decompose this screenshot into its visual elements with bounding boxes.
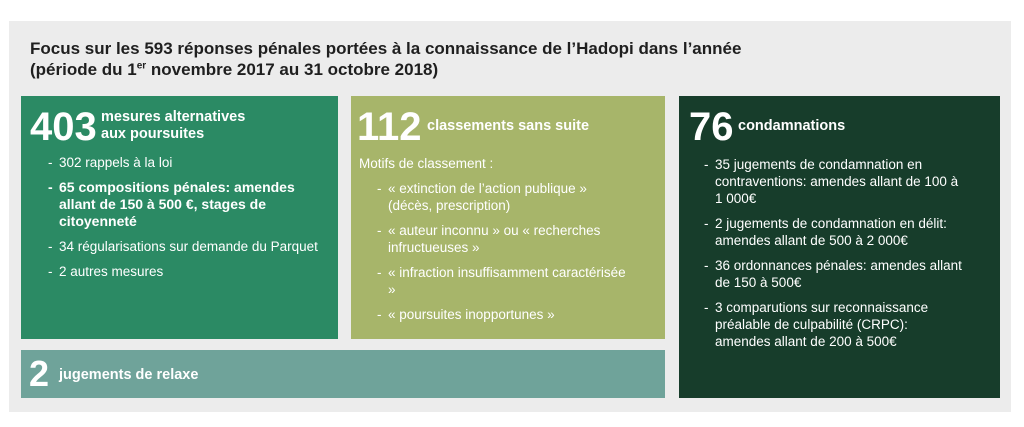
condamnations-list xyxy=(704,156,964,358)
classements-list xyxy=(377,180,632,331)
classements-item: - « extinction de l’action publique » (décès, prescription) xyxy=(377,180,632,214)
alternatives-list xyxy=(48,154,318,288)
classements-item: - « infraction insuffisamment caractérisée » xyxy=(377,264,632,298)
classements-item: - « poursuites inopportunes » xyxy=(377,306,632,323)
alternatives-item: - 302 rappels à la loi xyxy=(48,154,318,171)
alternatives-count: 403 xyxy=(30,105,97,149)
alternatives-label-line-1: mesures alternatives xyxy=(101,109,246,125)
condamnations-item: - 3 comparutions sur reconnaissance préalable de culpabilité (CRPC): amendes allant de 200 à 500€ xyxy=(704,299,964,350)
condamnations-item: - 36 ordonnances pénales: amendes allant de 150 à 500€ xyxy=(704,257,964,291)
condamnations-item: - 2 jugements de condamnation en délit: amendes allant de 500 à 2 000€ xyxy=(704,215,964,249)
condamnations-card xyxy=(679,96,1000,398)
alternatives-item: - 65 compositions pénales: amendes allant de 150 à 500 €, stages de citoyenneté xyxy=(48,179,318,230)
title-line-1: Focus sur les 593 réponses pénales portées à la connaissance de l’Hadopi dans l’année xyxy=(30,39,742,58)
classements-card xyxy=(351,96,665,339)
classements-count: 112 xyxy=(357,105,422,149)
alternatives-label-line-2: aux poursuites xyxy=(101,126,205,142)
condamnations-label: condamnations xyxy=(738,118,846,134)
classements-label: classements sans suite xyxy=(427,118,590,134)
relaxe-label: jugements de relaxe xyxy=(59,367,199,383)
alternatives-item: - 34 régularisations sur demande du Parquet xyxy=(48,238,318,255)
alternatives-item: - 2 autres mesures xyxy=(48,263,318,280)
title-line-2-prefix: (période du 1 xyxy=(30,60,137,79)
alternatives-card xyxy=(21,96,338,339)
relaxe-card xyxy=(21,350,665,398)
motifs-title: Motifs de classement : xyxy=(359,156,494,171)
title-line-2-sup: er xyxy=(136,60,147,72)
title-line-2-suffix: novembre 2017 au 31 octobre 2018) xyxy=(146,60,439,79)
title-line-2 xyxy=(30,59,990,80)
classements-item: - « auteur inconnu » ou « recherches infructueuses » xyxy=(377,222,632,256)
alternatives-label xyxy=(101,109,245,143)
infographic-title xyxy=(30,38,990,80)
relaxe-count: 2 xyxy=(29,353,50,394)
condamnations-item: - 35 jugements de condamnation en contraventions: amendes allant de 100 à 1 000€ xyxy=(704,156,964,207)
condamnations-count: 76 xyxy=(689,105,734,149)
